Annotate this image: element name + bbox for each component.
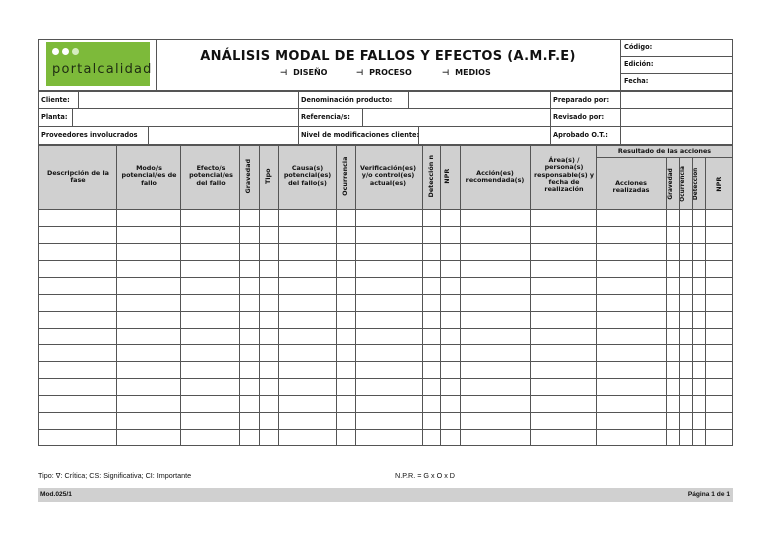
- option-proceso-label: PROCESO: [369, 68, 412, 77]
- document-title: ANÁLISIS MODAL DE FALLOS Y EFECTOS (A.M.F.E): [200, 49, 576, 64]
- column-divider: [705, 157, 706, 446]
- table-row-line: [38, 328, 733, 329]
- table-row-line: [38, 226, 733, 227]
- info-div: [550, 91, 551, 145]
- option-diseno-label: DISEÑO: [293, 68, 328, 77]
- cliente-label: Cliente:: [41, 96, 70, 104]
- option-medios-mark: ⊣: [442, 68, 450, 77]
- col-modo: Modo/s potencial/es de fallo: [121, 164, 177, 187]
- table-row-line: [38, 277, 733, 278]
- referencia-label: Referencia/s:: [301, 113, 350, 121]
- header-divider-docinfo: [620, 39, 621, 91]
- col-r-gravedad: Gravedad: [668, 168, 675, 200]
- info-div: [408, 91, 409, 108]
- revisado-label: Revisado por:: [553, 113, 605, 121]
- option-diseno[interactable]: [280, 68, 327, 77]
- aprobado-label: Aprobado O.T.:: [553, 131, 608, 139]
- npr-formula: N.P.R. = G x O x D: [395, 471, 455, 480]
- info-div: [298, 91, 299, 145]
- column-divider: [679, 157, 680, 446]
- column-divider: [180, 145, 181, 446]
- codigo-label: Código:: [624, 43, 653, 51]
- table-row-line: [38, 429, 733, 430]
- option-medios-label: MEDIOS: [455, 68, 491, 77]
- column-divider: [355, 145, 356, 446]
- col-descripcion: Descripción de la fase: [47, 169, 109, 185]
- col-verificacion: Verificación(es) y/o control(es) actual(es): [359, 164, 416, 187]
- column-divider: [116, 145, 117, 446]
- resultado-subheader-line: [596, 157, 733, 158]
- option-medios[interactable]: [442, 68, 491, 77]
- header-divider-logo: [156, 39, 157, 91]
- col-r-npr: NPR: [714, 176, 723, 192]
- amfe-table-frame: [38, 145, 733, 446]
- planta-label: Planta:: [41, 113, 68, 121]
- column-divider: [259, 145, 260, 446]
- fecha-label: Fecha:: [624, 77, 649, 85]
- table-row-line: [38, 260, 733, 261]
- form-code: Mod.025/1: [40, 491, 72, 498]
- option-proceso-mark: ⊣: [356, 68, 364, 77]
- logo-wordmark: portalcalidad: [52, 62, 153, 77]
- tipo-legend: Tipo: ∇: Crítica; CS: Significativa; CI: Importante: [38, 471, 192, 480]
- info-div: [78, 91, 79, 108]
- column-divider: [440, 145, 441, 446]
- col-resultado: Resultado de las acciones: [617, 147, 712, 155]
- column-divider: [692, 157, 693, 446]
- denominacion-label: Denominación producto:: [301, 96, 393, 104]
- logo: [46, 42, 153, 86]
- column-divider: [336, 145, 337, 446]
- column-divider: [596, 145, 597, 446]
- col-npr: NPR: [442, 168, 451, 184]
- col-efecto: Efecto/s potencial/es del fallo: [189, 164, 233, 187]
- table-header-bottom-line: [38, 209, 733, 210]
- proveedores-label: Proveedores involucrados: [41, 131, 138, 139]
- info-row-line-1: [38, 108, 733, 109]
- col-deteccion: Detección n: [426, 154, 435, 198]
- col-causa: Causa(s) potencial(es) del fallo(s): [283, 164, 332, 187]
- info-div: [72, 108, 73, 126]
- col-gravedad: Gravedad: [243, 158, 252, 194]
- table-row-line: [38, 412, 733, 413]
- col-tipo: Tipo: [263, 168, 272, 184]
- edicion-label: Edición:: [624, 60, 654, 68]
- table-row-line: [38, 361, 733, 362]
- table-row-line: [38, 395, 733, 396]
- option-proceso[interactable]: [356, 68, 412, 77]
- column-divider: [666, 157, 667, 446]
- col-r-ocurrencia: Ocurrencia: [680, 166, 687, 202]
- nivel-label: Nivel de modificaciones cliente:: [301, 131, 420, 139]
- info-div: [148, 126, 149, 145]
- info-div: [620, 91, 621, 145]
- column-divider: [530, 145, 531, 446]
- table-row-line: [38, 311, 733, 312]
- docinfo-line-1: [620, 56, 733, 57]
- preparado-label: Preparado por:: [553, 96, 610, 104]
- column-divider: [278, 145, 279, 446]
- table-row-line: [38, 344, 733, 345]
- info-row-line-2: [38, 126, 733, 127]
- table-row-line: [38, 378, 733, 379]
- footer-bar: [38, 488, 733, 502]
- col-acciones-realizadas: Acciones realizadas: [612, 179, 650, 195]
- info-div: [362, 108, 363, 126]
- column-divider: [239, 145, 240, 446]
- col-area: Área(s) / persona(s) responsable(s) y fecha de realización: [533, 156, 595, 194]
- column-divider: [460, 145, 461, 446]
- option-diseno-mark: ⊣: [280, 68, 288, 77]
- column-divider: [422, 145, 423, 446]
- col-r-deteccion: Detección: [693, 167, 700, 201]
- table-row-line: [38, 294, 733, 295]
- col-accion: Acción(es) recomendada(s): [465, 169, 525, 185]
- docinfo-line-2: [620, 73, 733, 74]
- col-ocurrencia: Ocurrencia: [340, 156, 349, 196]
- table-row-line: [38, 243, 733, 244]
- page-number: Página 1 de 1: [687, 491, 730, 498]
